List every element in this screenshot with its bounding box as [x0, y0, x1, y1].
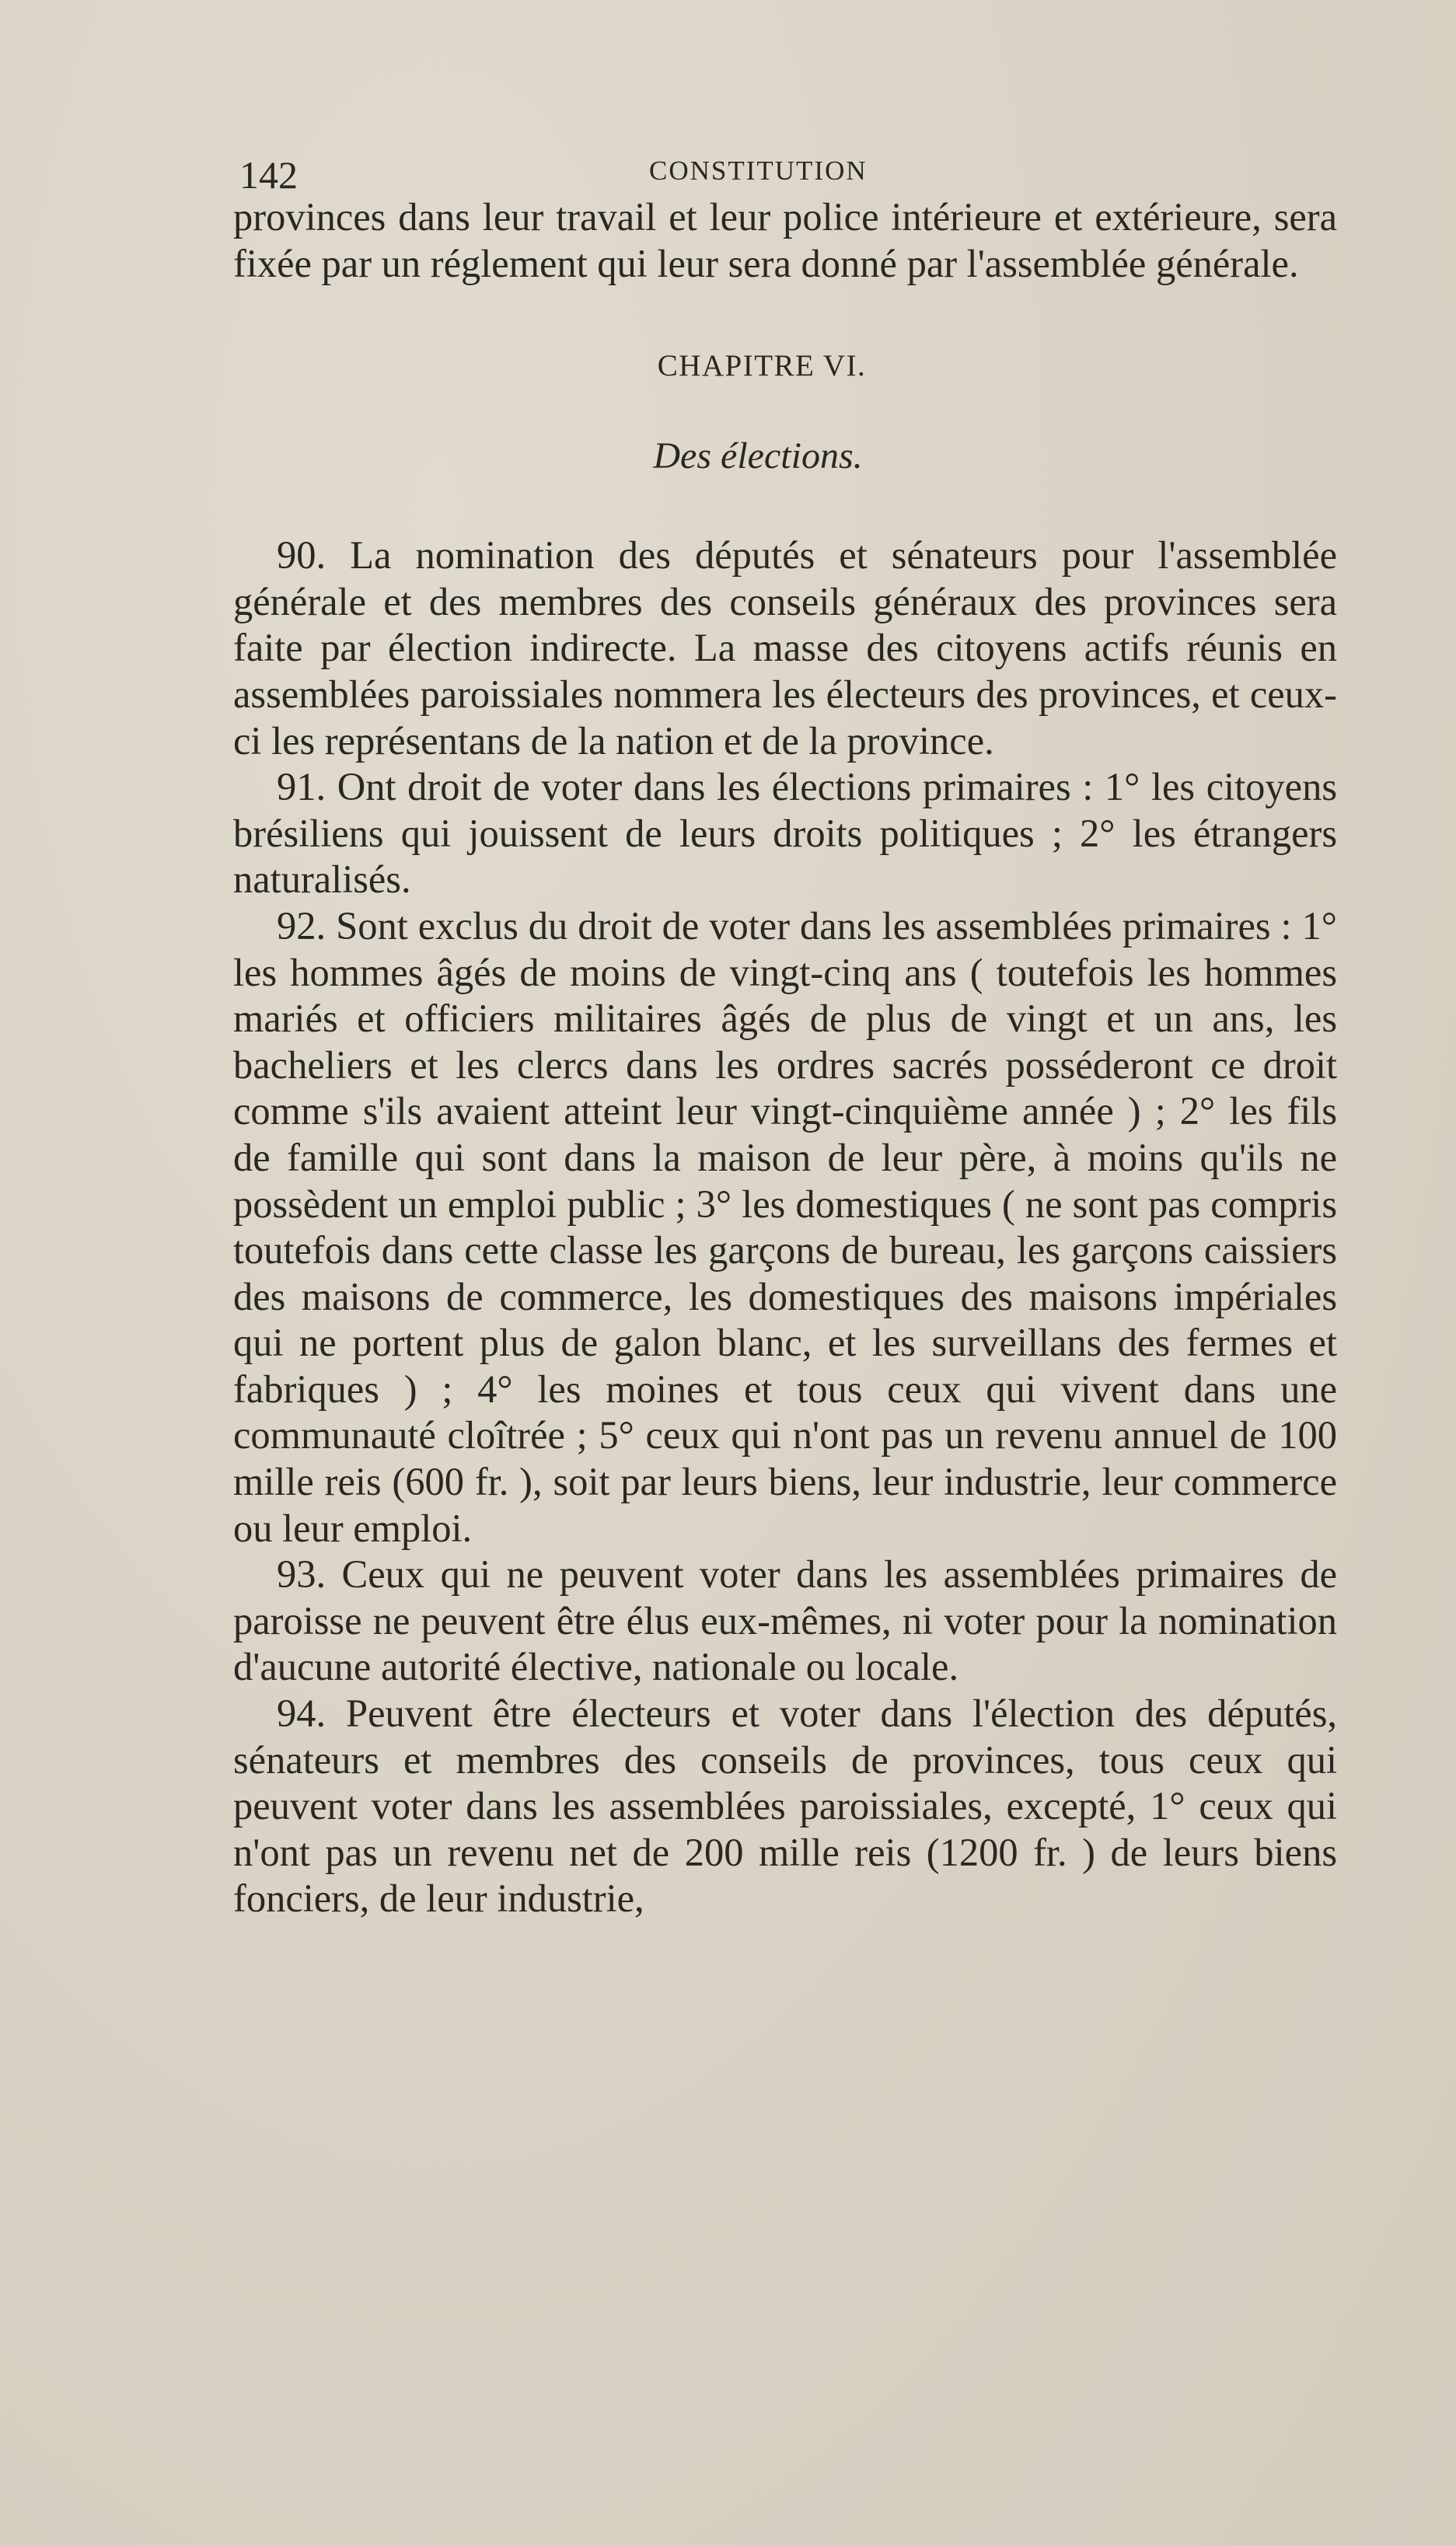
article-92: 92. Sont exclus du droit de voter dans les assemblées primaires : 1° les hommes âgés de moins de vingt-cinq ans ( toutefois les hommes mariés et officiers militaires âgés de plus de vingt et un ans, les bacheliers et les clercs dans les ordres sacrés posséderont ce droit comme s'ils avaient atteint leur vingt-cinquième année ) ; 2° les fils de famille qui sont dans la maison de leur père, à moins qu'ils ne possèdent un emploi public ; 3° les domestiques ( ne sont pas compris toutefois dans cette classe les garçons de bureau, les garçons caissiers des maisons de commerce, les domestiques des maisons impériales qui ne portent plus de galon blanc, et les surveillans des fermes et fabriques ) ; 4° les moines et tous ceux qui vivent dans une communauté cloîtrée ; 5° ceux qui n'ont pas un revenu annuel de 100 mille reis (600 fr. ), soit par leurs biens, leur industrie, leur commerce ou leur emploi.: [233, 903, 1337, 1550]
article-90: 90. La nomination des députés et sénateurs pour l'assemblée générale et des membres des conseils généraux des provinces sera faite par élection indirecte. La masse des citoyens actifs réunis en assemblées paroissiales nommera les électeurs des provinces, et ceux-ci les représentans de la nation et de la province.: [233, 533, 1337, 763]
chapter-heading: CHAPITRE VI.: [657, 349, 867, 383]
book-page: [233, 148, 1337, 1922]
article-91: 91. Ont droit de voter dans les élections primaires : 1° les citoyens brésiliens qui jouissent de leurs droits politiques ; 2° les étrangers naturalisés.: [233, 765, 1337, 902]
article-94: 94. Peuvent être électeurs et voter dans l'élection des députés, sénateurs et membres des conseils de provinces, tous ceux qui peuvent voter dans les assemblées paroissiales, excepté, 1° ceux qui n'ont pas un revenu net de 200 mille reis (1200 fr. ) de leurs biens fonciers, de leur industrie,: [233, 1691, 1337, 1921]
running-head: [233, 148, 1337, 197]
continued-paragraph: provinces dans leur travail et leur police intérieure et extérieure, sera fixée par un réglement qui leur sera donné par l'assemblée générale.: [233, 195, 1337, 285]
running-title: CONSTITUTION: [649, 155, 868, 186]
article-93: 93. Ceux qui ne peuvent voter dans les assemblées primaires de paroisse ne peuvent être élus eux-mêmes, ni voter pour la nomination d'aucune autorité élective, nationale ou locale.: [233, 1552, 1337, 1689]
chapter-subtitle: Des élections.: [653, 435, 863, 477]
page-number: 142: [239, 153, 298, 197]
